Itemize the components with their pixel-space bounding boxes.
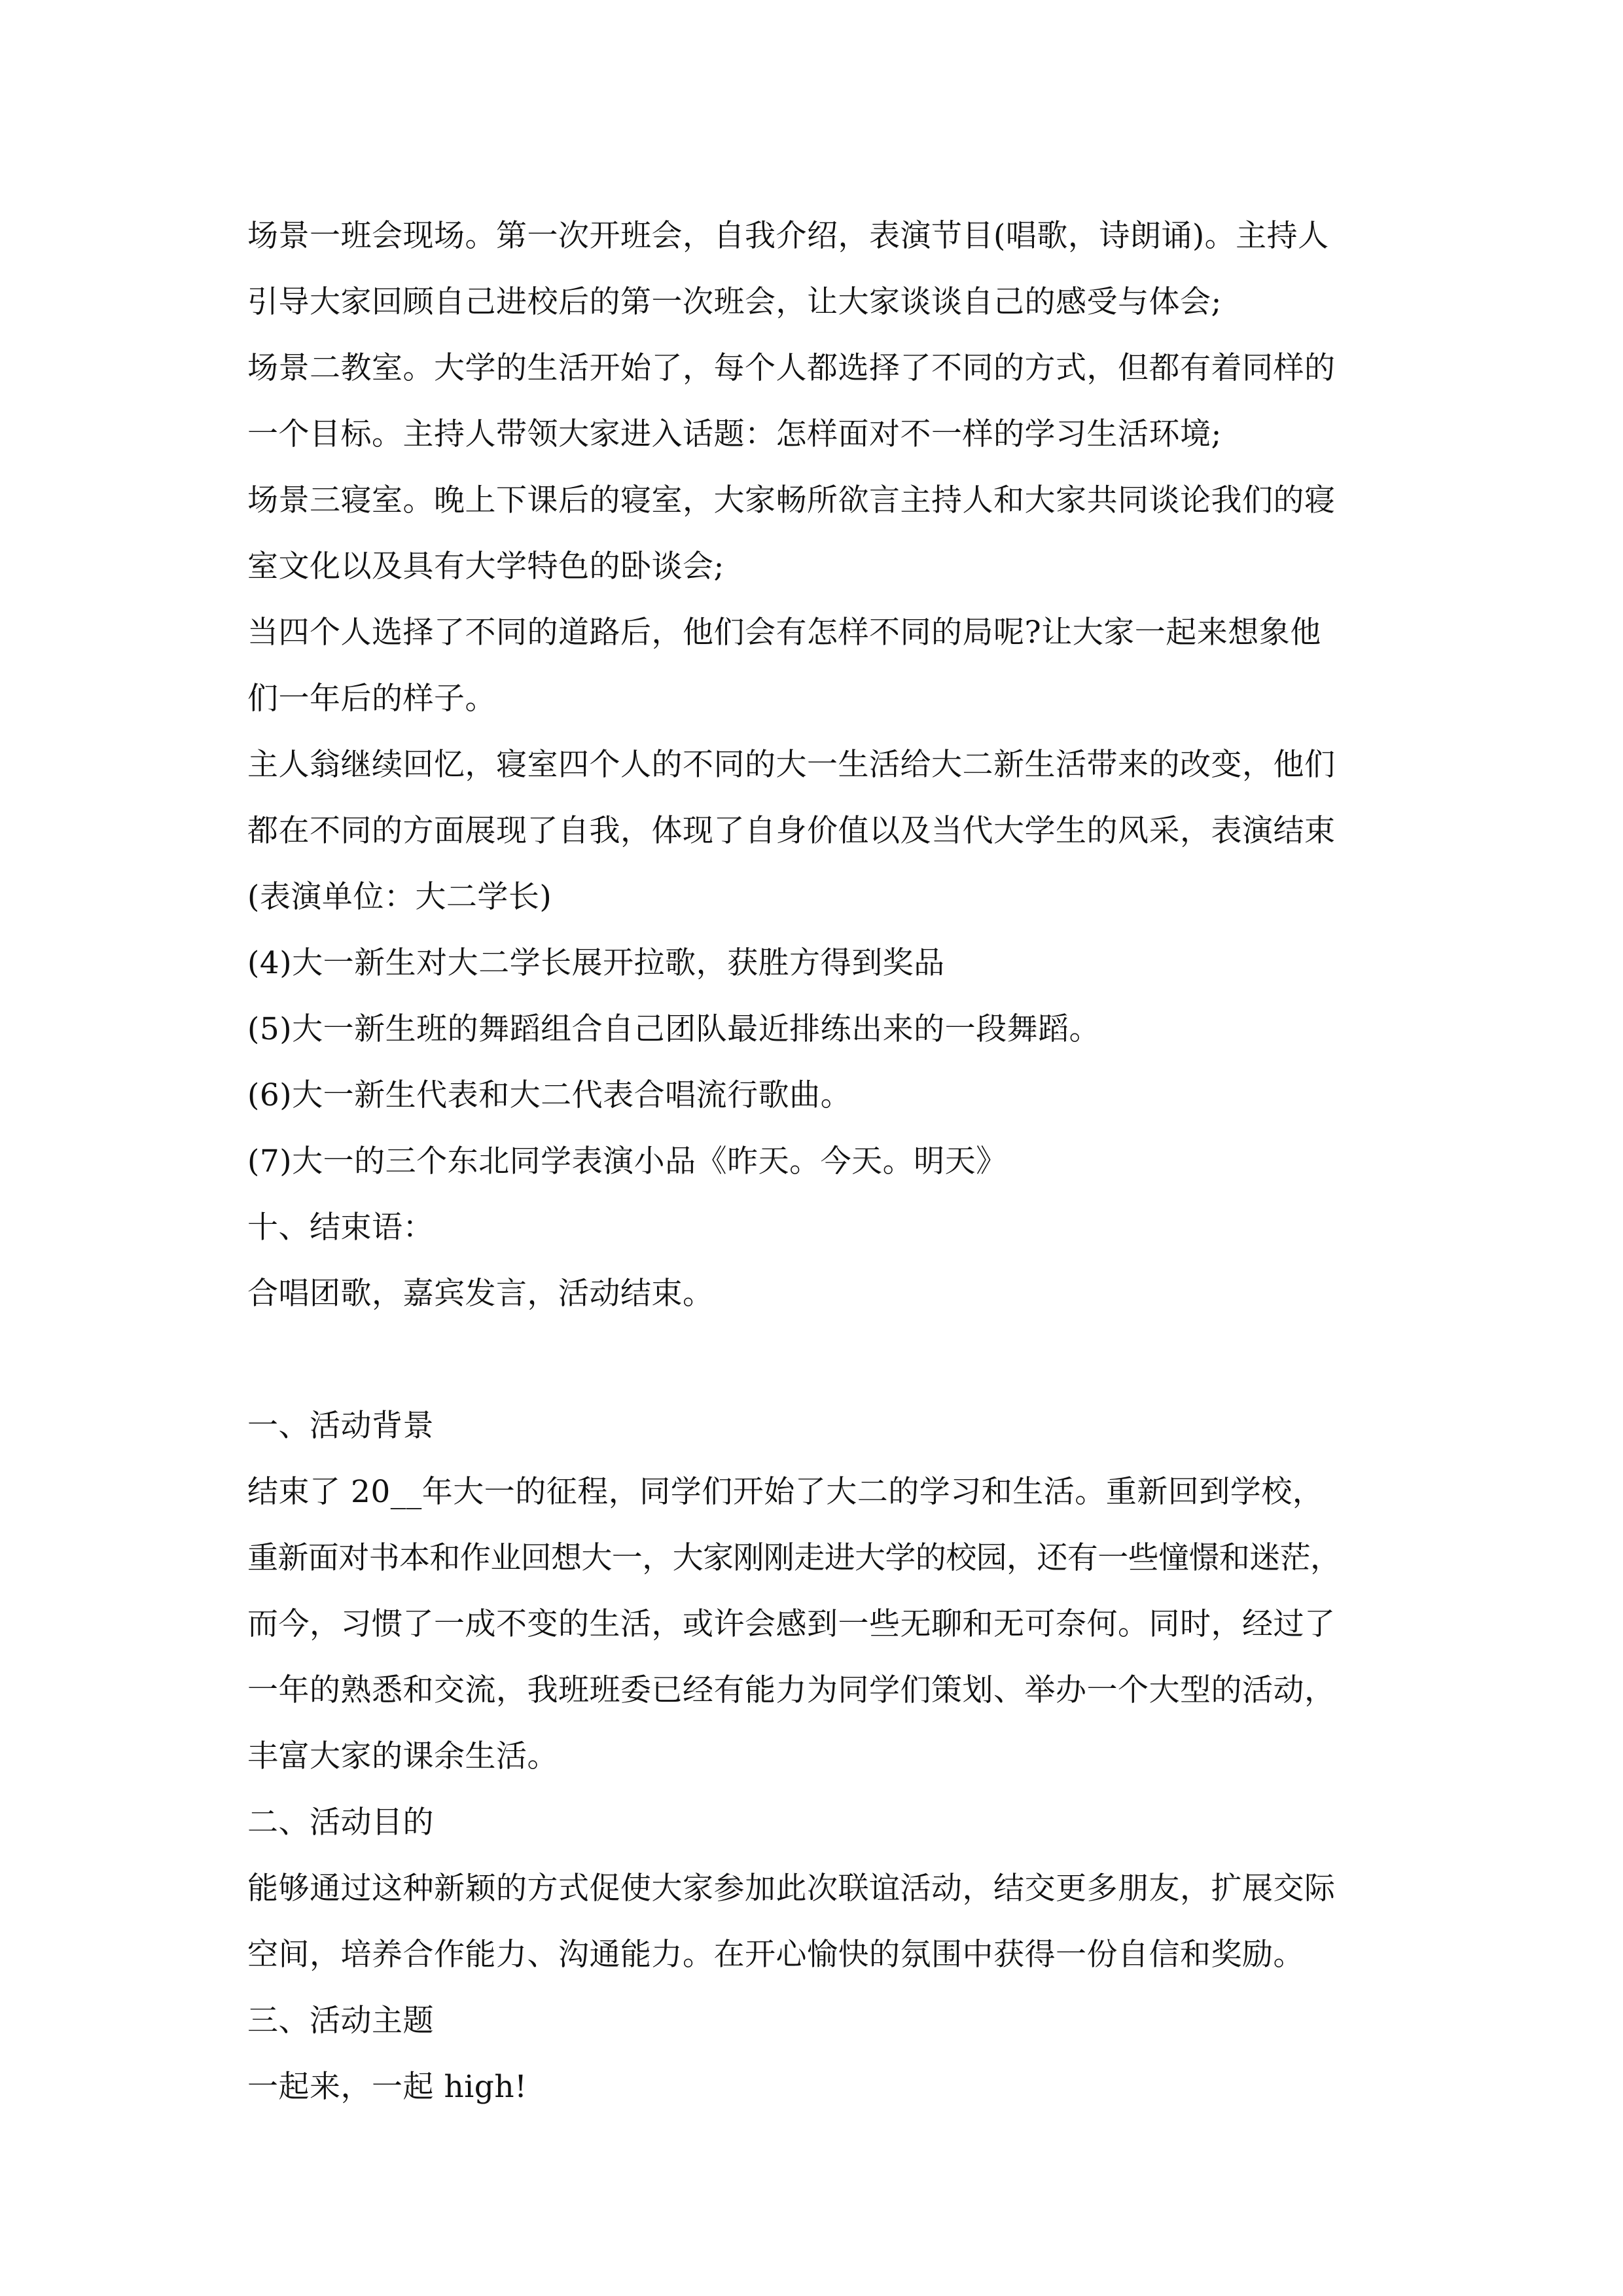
section-heading: 三、活动主题 (247, 2003, 434, 2039)
list-item: (6)大一新生代表和大二代表合唱流行歌曲。 (247, 1077, 852, 1113)
paragraph-line: 场景三寝室。晚上下课后的寝室，大家畅所欲言主持人和大家共同谈论我们的寝 (247, 482, 1336, 518)
section-heading: 一、活动背景 (247, 1408, 434, 1444)
paragraph-line: (表演单位：大二学长) (247, 879, 552, 915)
paragraph-line: 而今，习惯了一成不变的生活，或许会感到一些无聊和无可奈何。同时，经过了 (247, 1606, 1336, 1642)
list-item: (4)大一新生对大二学长展开拉歌，获胜方得到奖品 (247, 945, 945, 981)
paragraph-line: 室文化以及具有大学特色的卧谈会; (247, 548, 724, 584)
paragraph-line: 一年的熟悉和交流，我班班委已经有能力为同学们策划、举办一个大型的活动， (247, 1672, 1336, 1708)
paragraph-line: 都在不同的方面展现了自我，体现了自身价值以及当代大学生的风采，表演结束 (247, 813, 1336, 849)
paragraph-line: 场景二教室。大学的生活开始了，每个人都选择了不同的方式，但都有着同样的 (247, 350, 1336, 386)
section-spacer (247, 1327, 1386, 1393)
list-item: (5)大一新生班的舞蹈组合自己团队最近排练出来的一段舞蹈。 (247, 1011, 1101, 1047)
paragraph-line: 主人翁继续回忆，寝室四个人的不同的大一生活给大二新生活带来的改变，他们 (247, 747, 1336, 783)
document-body (247, 203, 1386, 2120)
paragraph-line: 重新面对书本和作业回想大一，大家刚刚走进大学的校园，还有一些憧憬和迷茫， (247, 1540, 1341, 1576)
paragraph-line: 结束了 20__年大一的征程，同学们开始了大二的学习和生活。重新回到学校， (247, 1474, 1324, 1510)
section-heading: 十、结束语： (247, 1210, 434, 1246)
section-heading: 二、活动目的 (247, 1804, 434, 1840)
list-item: (7)大一的三个东北同学表演小品《昨天。今天。明天》 (247, 1143, 1007, 1179)
paragraph-line: 当四个人选择了不同的道路后，他们会有怎样不同的局呢?让大家一起来想象他 (247, 615, 1321, 651)
paragraph-line: 场景一班会现场。第一次开班会，自我介绍，表演节目(唱歌，诗朗诵)。主持人 (247, 218, 1329, 254)
paragraph-line: 一个目标。主持人带领大家进入话题：怎样面对不一样的学习生活环境; (247, 416, 1222, 452)
paragraph-line: 丰富大家的课余生活。 (247, 1738, 558, 1774)
paragraph-line: 们一年后的样子。 (247, 681, 496, 717)
paragraph-line: 引导大家回顾自己进校后的第一次班会，让大家谈谈自己的感受与体会; (247, 284, 1222, 320)
paragraph-line: 合唱团歌，嘉宾发言，活动结束。 (247, 1276, 714, 1312)
paragraph-line: 空间，培养合作能力、沟通能力。在开心愉快的氛围中获得一份自信和奖励。 (247, 1937, 1304, 1973)
paragraph-line: 一起来，一起 high! (247, 2069, 527, 2105)
paragraph-line: 能够通过这种新颖的方式促使大家参加此次联谊活动，结交更多朋友，扩展交际 (247, 1871, 1336, 1907)
